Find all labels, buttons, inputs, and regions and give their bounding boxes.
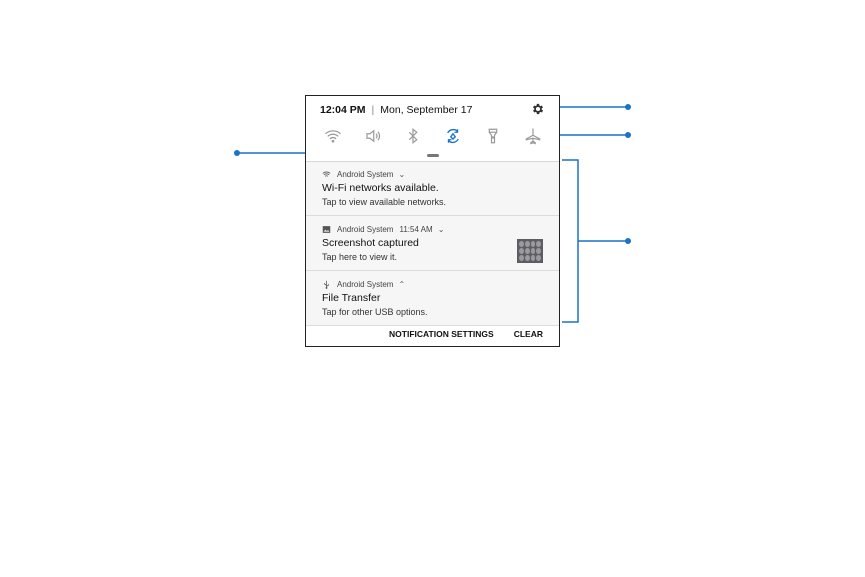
chevron-up-icon[interactable]: ⌃ [398,279,406,289]
notification-text: Tap here to view it. [322,252,398,262]
bluetooth-tile[interactable] [402,126,424,146]
notification-actions [306,322,559,346]
airplane-mode-tile[interactable] [522,126,544,146]
notification-title: Wi-Fi networks available. [322,182,439,194]
status-time: 12:04 PM [320,104,366,116]
bluetooth-icon [404,127,422,145]
chevron-down-icon[interactable]: ⌄ [398,169,406,179]
notification-text: Tap to view available networks. [322,197,447,207]
image-icon [322,225,331,234]
notification-settings-button[interactable]: NOTIFICATION SETTINGS [389,329,494,339]
status-row [320,102,545,118]
notification-usb[interactable] [306,272,559,326]
notification-screenshot[interactable] [306,217,559,271]
notification-title: File Transfer [322,292,381,304]
flashlight-tile[interactable] [482,126,504,146]
wifi-tile[interactable] [322,126,344,146]
screenshot-thumbnail[interactable] [517,239,543,263]
notification-time: 11:54 AM [399,224,433,234]
drag-handle[interactable] [427,154,439,157]
gear-icon[interactable] [531,102,545,116]
wifi-icon [324,127,342,145]
sound-tile[interactable] [362,126,384,146]
auto-rotate-tile[interactable] [442,126,464,146]
notification-text: Tap for other USB options. [322,307,428,317]
quick-settings-row [316,126,550,146]
airplane-mode-icon [524,127,542,145]
notification-list [306,161,559,325]
notification-app: Android System [337,224,394,234]
notification-panel [305,95,560,347]
clear-button[interactable]: CLEAR [513,329,543,339]
usb-icon [322,280,331,289]
wifi-icon [322,170,331,179]
notification-header [322,278,405,290]
notification-wifi[interactable] [306,162,559,216]
notification-app: Android System [337,279,394,289]
notification-header [322,223,444,235]
status-date: Mon, September 17 [380,104,473,116]
sound-icon [364,127,382,145]
notification-header [322,168,405,180]
notification-app: Android System [337,169,394,179]
notification-title: Screenshot captured [322,237,419,249]
auto-rotate-icon [444,127,462,145]
status-separator: | [371,104,375,116]
chevron-down-icon[interactable]: ⌄ [437,224,445,234]
flashlight-icon [484,127,502,145]
